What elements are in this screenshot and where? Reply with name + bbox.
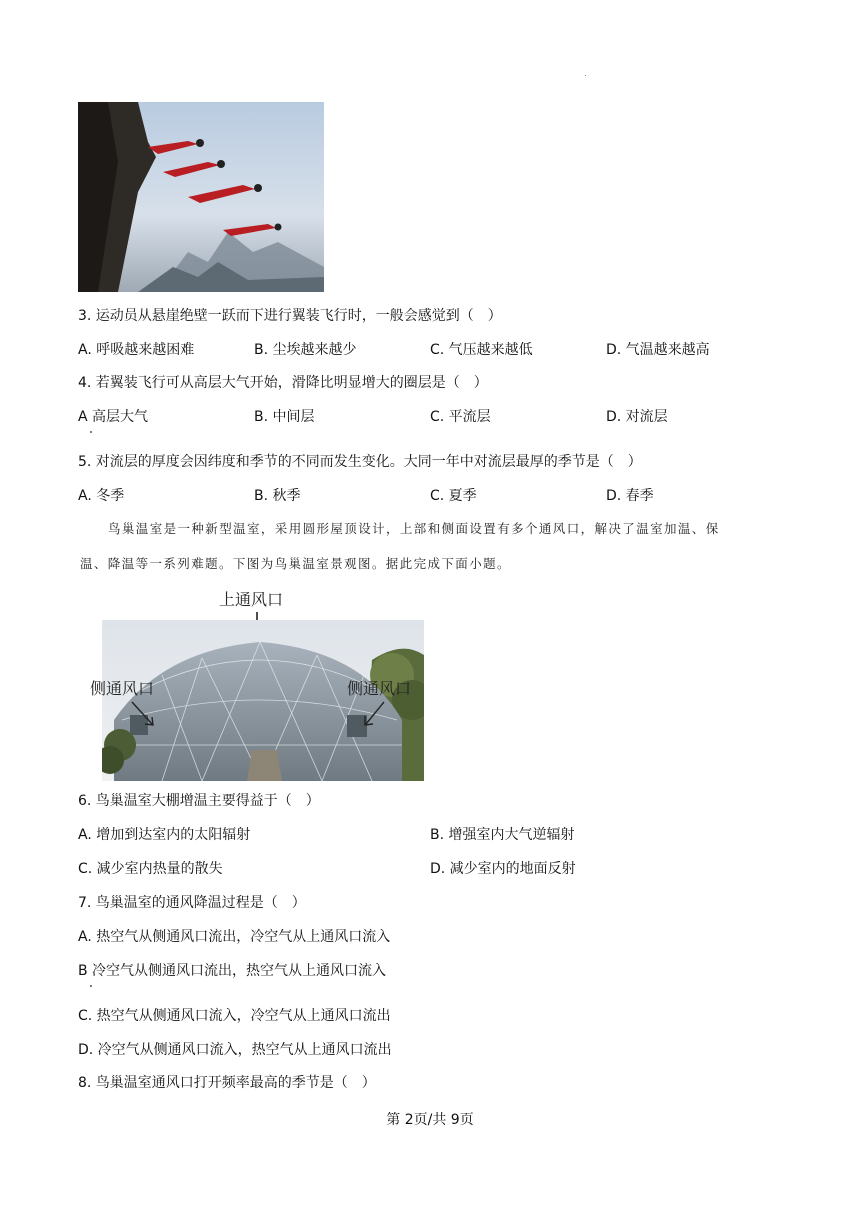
question-7-stem: 7. 鸟巢温室的通风降温过程是（ ） — [78, 895, 306, 911]
question-7-option-c: C. 热空气从侧通风口流入，冷空气从上通风口流出 — [78, 1008, 391, 1024]
question-5-option-c: C. 夏季 — [430, 488, 477, 504]
question-4-option-a: A 高层大气 — [78, 409, 149, 425]
question-7-option-a: A. 热空气从侧通风口流出，冷空气从上通风口流入 — [78, 929, 391, 945]
question-6-stem: 6. 鸟巢温室大棚增温主要得益于（ ） — [78, 793, 320, 809]
question-7-option-b: B 冷空气从侧通风口流出，热空气从上通风口流入 — [78, 963, 387, 979]
question-4-option-d: D. 对流层 — [606, 409, 668, 425]
question-3-option-a: A. 呼吸越来越困难 — [78, 342, 195, 358]
question-4-stem: 4. 若翼装飞行可从高层大气开始，滑降比明显增大的圈层是（ ） — [78, 375, 488, 391]
question-6-option-c: C. 减少室内热量的散失 — [78, 861, 223, 877]
question-5-option-a: A. 冬季 — [78, 488, 125, 504]
label-top-vent: 上通风口 — [219, 590, 284, 609]
page-number-footer: 第 2页/共 9页 — [386, 1112, 474, 1128]
question-3-option-d: D. 气温越来越高 — [606, 342, 710, 358]
question-4-option-b: B. 中间层 — [254, 409, 315, 425]
question-3-option-c: C. 气压越来越低 — [430, 342, 533, 358]
label-left-side-vent: 侧通风口 — [90, 679, 155, 698]
arrow-icon — [130, 700, 160, 730]
question-3-option-b: B. 尘埃越来越少 — [254, 342, 357, 358]
intro-paragraph-line-1: 鸟巢温室是一种新型温室，采用圆形屋顶设计，上部和侧面设置有多个通风口，解决了温室加温、保 — [108, 521, 720, 536]
intro-paragraph-line-2: 温、降温等一系列难题。下图为鸟巢温室景观图。据此完成下面小题。 — [80, 556, 511, 571]
question-5-option-d: D. 春季 — [606, 488, 654, 504]
scan-speck — [90, 431, 92, 433]
question-6-option-a: A. 增加到达室内的太阳辐射 — [78, 827, 251, 843]
question-6-option-b: B. 增强室内大气逆辐射 — [430, 827, 575, 843]
scan-speck — [90, 985, 92, 987]
question-7-option-d: D. 冷空气从侧通风口流入，热空气从上通风口流出 — [78, 1042, 392, 1058]
question-5-option-b: B. 秋季 — [254, 488, 301, 504]
question-6-option-d: D. 减少室内的地面反射 — [430, 861, 576, 877]
question-5-stem: 5. 对流层的厚度会因纬度和季节的不同而发生变化。大同一年中对流层最厚的季节是（ ） — [78, 454, 642, 470]
scan-speck — [585, 75, 586, 76]
question-4-option-c: C. 平流层 — [430, 409, 491, 425]
arrow-icon — [360, 700, 390, 730]
question-8-stem: 8. 鸟巢温室通风口打开频率最高的季节是（ ） — [78, 1075, 376, 1091]
question-3-stem: 3. 运动员从悬崖绝壁一跃而下进行翼装飞行时，一般会感觉到（ ） — [78, 308, 502, 324]
wingsuit-flyers-photo — [78, 102, 324, 292]
label-right-side-vent: 侧通风口 — [347, 679, 412, 698]
